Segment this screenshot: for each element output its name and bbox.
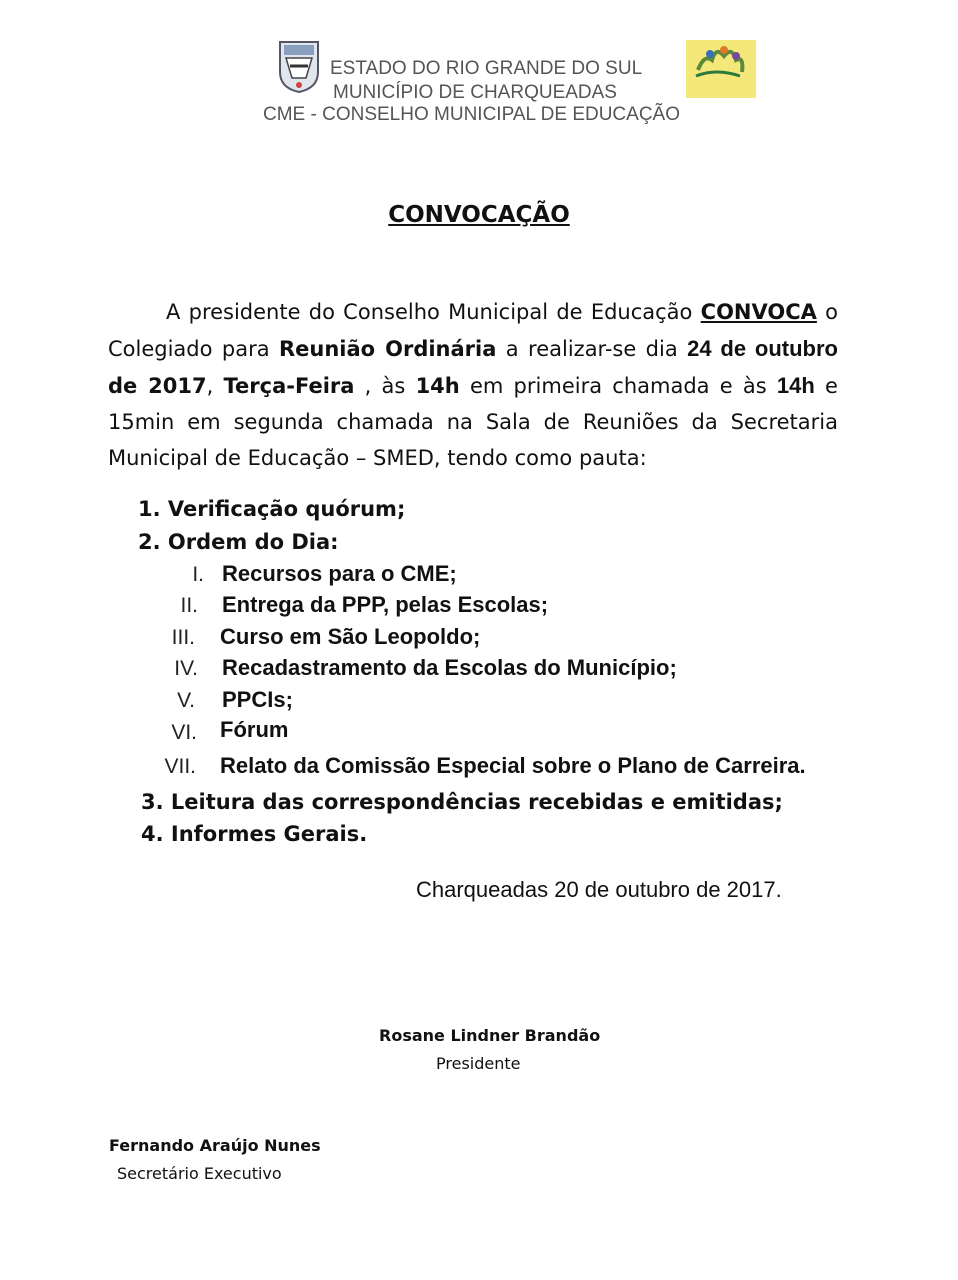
hands-logo-icon: [686, 40, 756, 84]
header-municipality: MUNICÍPIO DE CHARQUEADAS: [333, 82, 617, 103]
sub-item-num: V.: [177, 689, 195, 712]
paragraph-line-3: [108, 368, 838, 404]
signature-name-secretary: Fernando Araújo Nunes: [109, 1136, 321, 1155]
header-council: CME - CONSELHO MUNICIPAL DE EDUCAÇÃO: [263, 104, 680, 125]
meeting-type: Reunião Ordinária: [278, 337, 497, 361]
sub-item-text: Recursos para o CME;: [222, 561, 457, 586]
text: , às: [354, 374, 416, 398]
first-call-time: 14h: [415, 374, 460, 398]
second-call-time: 14h: [776, 373, 815, 398]
paragraph-line-5: Municipal de Educação – SMED, tendo como pauta:: [108, 446, 647, 470]
sub-item-num: IV.: [174, 657, 198, 680]
agenda-item-3: 3. Leitura das correspondências recebidas e emitidas;: [141, 790, 783, 814]
sub-item-text: Recadastramento da Escolas do Município;: [222, 655, 677, 680]
signature-role-secretary: Secretário Executivo: [117, 1164, 282, 1183]
text: e: [814, 374, 838, 398]
text: o: [816, 300, 838, 324]
signature-name-president: Rosane Lindner Brandão: [379, 1026, 601, 1045]
agenda-item-4: 4. Informes Gerais.: [141, 822, 368, 846]
text: a realizar-se dia: [496, 337, 688, 361]
convoca-emphasis: CONVOCA: [700, 300, 817, 324]
sub-item-text: Curso em São Leopoldo;: [220, 624, 481, 649]
text: ,: [206, 374, 224, 398]
header-state: ESTADO DO RIO GRANDE DO SUL: [330, 58, 643, 79]
text: em primeira chamada e às: [459, 374, 777, 398]
sub-item-num: VI.: [171, 721, 197, 744]
municipal-crest-icon: [276, 38, 322, 94]
place-date: Charqueadas 20 de outubro de 2017.: [416, 877, 782, 902]
paragraph-line-4: 15min em segunda chamada na Sala de Reuniões da Secretaria: [108, 410, 838, 434]
text: A presidente do Conselho Municipal de Educação: [166, 300, 701, 324]
sub-item-num: VII.: [164, 755, 196, 778]
sub-item-text: Entrega da PPP, pelas Escolas;: [222, 592, 549, 617]
paragraph-line-1: [166, 294, 838, 330]
meeting-date: 24 de outubro: [687, 336, 838, 361]
sub-item-num: II.: [180, 594, 198, 617]
sub-item-text: Relato da Comissão Especial sobre o Plano de Carreira.: [220, 753, 806, 778]
text: Colegiado para: [108, 337, 279, 361]
agenda-item-1: 1. Verificação quórum;: [138, 497, 406, 521]
sub-item-text: PPCIs;: [222, 687, 293, 712]
sub-item-text: Fórum: [220, 717, 289, 742]
meeting-year: de 2017: [108, 374, 207, 398]
paragraph-line-2: [108, 331, 838, 367]
meeting-weekday: Terça-Feira: [223, 374, 355, 398]
cme-logo: [686, 40, 756, 98]
signature-role-president: Presidente: [436, 1054, 521, 1073]
document-title: CONVOCAÇÃO: [388, 202, 570, 228]
agenda-item-2: 2. Ordem do Dia:: [138, 530, 339, 554]
sub-item-num: I.: [192, 563, 204, 586]
sub-item-num: III.: [171, 626, 195, 649]
